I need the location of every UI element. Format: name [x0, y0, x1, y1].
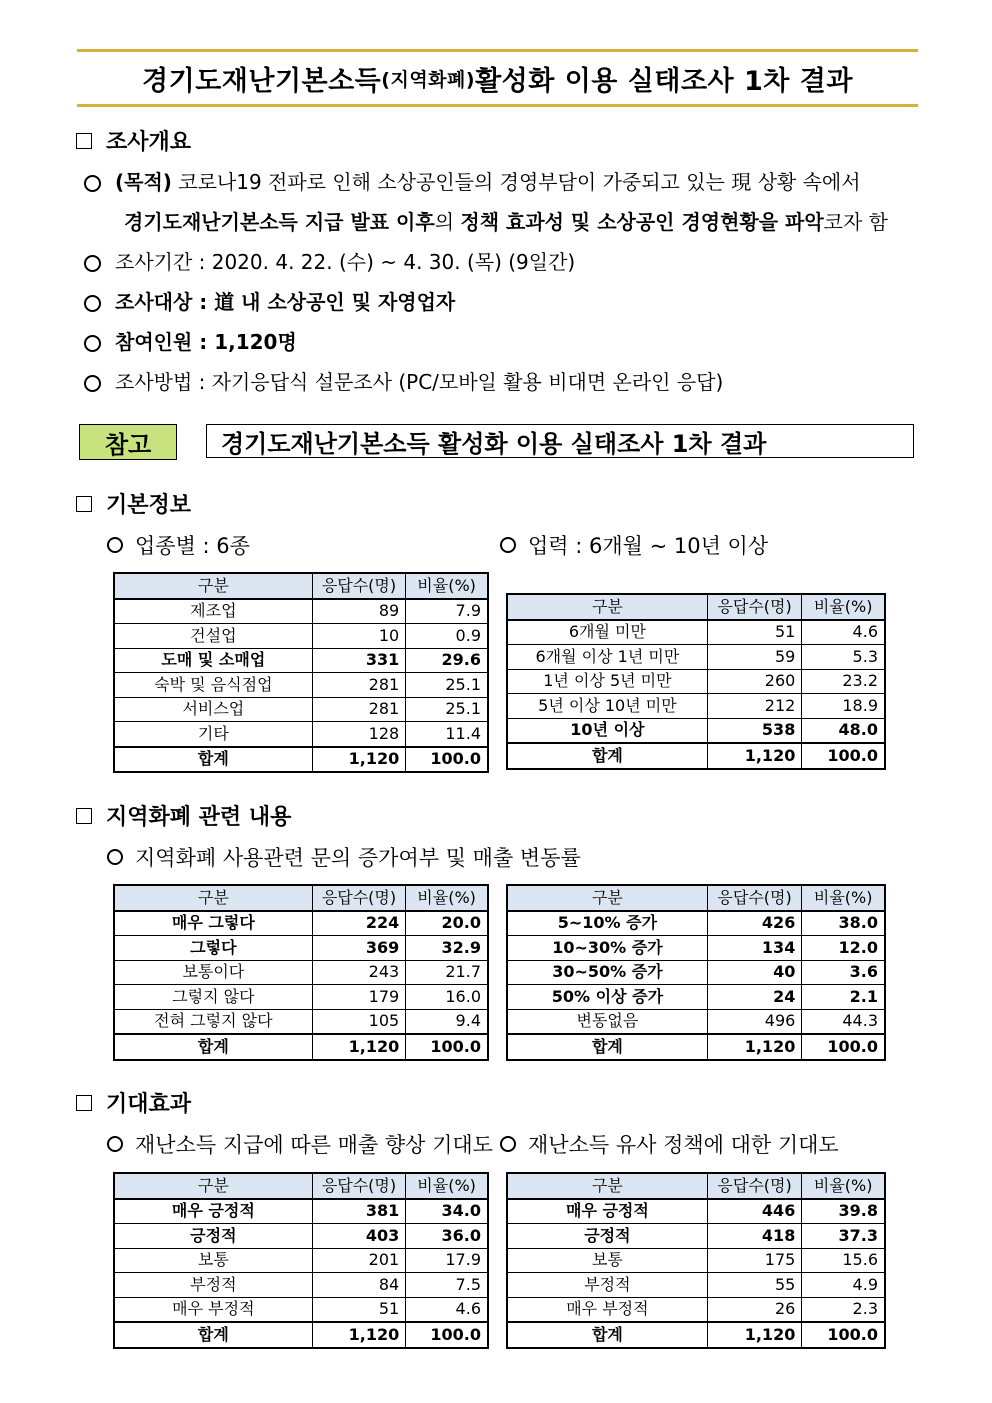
sales-change-table [506, 884, 886, 1061]
percent-cell: 17.9 [406, 1248, 488, 1273]
table-header-cell: 비율(%) [406, 885, 488, 911]
section-effect-heading [76, 1087, 191, 1118]
document-title [77, 49, 918, 107]
table-row [507, 1034, 885, 1060]
count-cell: 175 [707, 1248, 802, 1273]
table-header-row [114, 1173, 488, 1199]
count-cell: 1,120 [707, 743, 802, 769]
table-row [507, 620, 885, 645]
row-label-cell: 도매 및 소매업 [114, 648, 312, 673]
table-header-row [114, 573, 488, 599]
count-cell: 403 [312, 1224, 406, 1249]
circle-bullet-icon [500, 537, 516, 553]
count-cell: 51 [707, 620, 802, 645]
table-row [114, 747, 488, 773]
row-label-cell: 그렇다 [114, 936, 312, 961]
table-header-cell: 응답수(명) [312, 573, 406, 599]
basic-sub-right-text: 업력 : 6개월 ~ 10년 이상 [528, 534, 769, 558]
percent-cell: 38.0 [802, 911, 885, 936]
row-label-cell: 매우 긍정적 [507, 1199, 707, 1224]
currency-sub-text: 지역화폐 사용관련 문의 증가여부 및 매출 변동률 [135, 846, 581, 870]
purpose-text-2c: 정책 효과성 및 소상공인 경영현황을 파악 [460, 210, 824, 234]
count-cell: 381 [312, 1199, 406, 1224]
checkbox-square-icon [76, 1095, 92, 1111]
table-header-cell: 응답수(명) [312, 1173, 406, 1199]
circle-bullet-icon [84, 375, 101, 392]
table-row [507, 694, 885, 719]
effect-sub-right-text: 재난소득 유사 정책에 대한 기대도 [528, 1133, 839, 1157]
row-label-cell: 기타 [114, 722, 312, 747]
percent-cell: 100.0 [802, 1322, 885, 1348]
table-row [114, 648, 488, 673]
participants-line [84, 326, 297, 355]
table-row [507, 1248, 885, 1273]
title-paren: (지역화폐) [381, 68, 476, 91]
row-label-cell: 합계 [507, 743, 707, 769]
percent-cell: 3.6 [802, 960, 885, 985]
row-label-cell: 매우 부정적 [507, 1297, 707, 1322]
count-cell: 128 [312, 722, 406, 747]
percent-cell: 2.3 [802, 1297, 885, 1322]
table-header-cell: 비율(%) [406, 573, 488, 599]
percent-cell: 5.3 [802, 645, 885, 670]
section-currency-heading [76, 800, 291, 831]
method-line [84, 366, 723, 395]
percent-cell: 21.7 [406, 960, 488, 985]
row-label-cell: 합계 [114, 1322, 312, 1348]
count-cell: 496 [707, 1009, 802, 1034]
row-label-cell: 6개월 이상 1년 미만 [507, 645, 707, 670]
table-row [114, 911, 488, 936]
count-cell: 1,120 [312, 1322, 406, 1348]
percent-cell: 100.0 [406, 1034, 488, 1060]
table-row [114, 1009, 488, 1034]
row-label-cell: 변동없음 [507, 1009, 707, 1034]
table-header-cell: 응답수(명) [312, 885, 406, 911]
row-label-cell: 보통이다 [114, 960, 312, 985]
count-cell: 1,120 [312, 747, 406, 773]
row-label-cell: 긍정적 [507, 1224, 707, 1249]
table-header-cell: 구분 [114, 885, 312, 911]
count-cell: 84 [312, 1273, 406, 1298]
expect-policy-table [506, 1172, 886, 1349]
career-table [506, 593, 886, 770]
table-header-cell: 응답수(명) [707, 885, 802, 911]
percent-cell: 48.0 [802, 718, 885, 743]
purpose-text-2a: 경기도재난기본소득 지급 발표 이후 [124, 210, 435, 234]
row-label-cell: 10년 이상 [507, 718, 707, 743]
table-row [114, 1322, 488, 1348]
count-cell: 281 [312, 673, 406, 698]
count-cell: 134 [707, 936, 802, 961]
count-cell: 59 [707, 645, 802, 670]
table-row [507, 669, 885, 694]
table-row [507, 1297, 885, 1322]
count-cell: 426 [707, 911, 802, 936]
table-row [507, 1322, 885, 1348]
purpose-text-2b: 의 [434, 210, 461, 234]
table-row [114, 936, 488, 961]
count-cell: 105 [312, 1009, 406, 1034]
percent-cell: 7.5 [406, 1273, 488, 1298]
count-cell: 1,120 [707, 1322, 802, 1348]
percent-cell: 29.6 [406, 648, 488, 673]
period-text: 조사기간 : 2020. 4. 22. (수) ~ 4. 30. (목) (9일간) [115, 250, 576, 274]
table-header-cell: 구분 [507, 1173, 707, 1199]
table-row [114, 722, 488, 747]
count-cell: 331 [312, 648, 406, 673]
purpose-text-1: 코로나19 전파로 인해 소상공인들의 경영부담이 가중되고 있는 現 상황 속에서 [171, 170, 861, 194]
effect-sub-left [107, 1129, 493, 1159]
circle-bullet-icon [107, 537, 123, 553]
table-header-row [507, 885, 885, 911]
purpose-line-1 [84, 166, 861, 195]
count-cell: 26 [707, 1297, 802, 1322]
basic-sub-left-text: 업종별 : 6종 [135, 534, 250, 558]
table-header-cell: 구분 [114, 573, 312, 599]
percent-cell: 16.0 [406, 985, 488, 1010]
percent-cell: 11.4 [406, 722, 488, 747]
count-cell: 260 [707, 669, 802, 694]
purpose-label: (목적) [115, 170, 172, 194]
percent-cell: 34.0 [406, 1199, 488, 1224]
percent-cell: 39.8 [802, 1199, 885, 1224]
percent-cell: 100.0 [802, 1034, 885, 1060]
title-main: 경기도재난기본소득 [142, 65, 382, 97]
target-text: 조사대상 : 道 내 소상공인 및 자영업자 [115, 290, 456, 314]
percent-cell: 0.9 [406, 624, 488, 649]
table-row [507, 936, 885, 961]
table-row [114, 1034, 488, 1060]
count-cell: 418 [707, 1224, 802, 1249]
reference-tag: 참고 [79, 424, 177, 460]
count-cell: 51 [312, 1297, 406, 1322]
table-row [507, 718, 885, 743]
basic-sub-right [500, 530, 768, 560]
table-header-cell: 비율(%) [802, 885, 885, 911]
checkbox-square-icon [76, 808, 92, 824]
table-row [114, 1248, 488, 1273]
expect-sales-table [113, 1172, 489, 1349]
row-label-cell: 매우 부정적 [114, 1297, 312, 1322]
table-row [114, 624, 488, 649]
basic-heading-text: 기본정보 [106, 493, 192, 518]
row-label-cell: 5~10% 증가 [507, 911, 707, 936]
count-cell: 281 [312, 697, 406, 722]
percent-cell: 18.9 [802, 694, 885, 719]
count-cell: 201 [312, 1248, 406, 1273]
percent-cell: 37.3 [802, 1224, 885, 1249]
title-rest: 활성화 이용 실태조사 1차 결과 [475, 65, 853, 97]
percent-cell: 2.1 [802, 985, 885, 1010]
period-line [84, 246, 575, 275]
table-row [114, 697, 488, 722]
participants-text: 참여인원 : 1,120명 [115, 330, 297, 354]
row-label-cell: 합계 [507, 1322, 707, 1348]
table-header-cell: 구분 [507, 885, 707, 911]
row-label-cell: 합계 [114, 747, 312, 773]
table-row [507, 1009, 885, 1034]
row-label-cell: 그렇지 않다 [114, 985, 312, 1010]
row-label-cell: 50% 이상 증가 [507, 985, 707, 1010]
percent-cell: 20.0 [406, 911, 488, 936]
percent-cell: 7.9 [406, 599, 488, 624]
row-label-cell: 6개월 미만 [507, 620, 707, 645]
circle-bullet-icon [107, 1136, 123, 1152]
percent-cell: 4.6 [406, 1297, 488, 1322]
table-header-cell: 구분 [507, 594, 707, 620]
table-row [507, 911, 885, 936]
count-cell: 446 [707, 1199, 802, 1224]
table-header-cell: 응답수(명) [707, 1173, 802, 1199]
table-header-cell: 구분 [114, 1173, 312, 1199]
table-row [114, 1224, 488, 1249]
table-row [114, 1273, 488, 1298]
circle-bullet-icon [84, 175, 101, 192]
table-header-cell: 비율(%) [802, 1173, 885, 1199]
percent-cell: 36.0 [406, 1224, 488, 1249]
row-label-cell: 보통 [114, 1248, 312, 1273]
table-header-row [507, 594, 885, 620]
row-label-cell: 긍정적 [114, 1224, 312, 1249]
section-overview-heading [76, 125, 191, 156]
row-label-cell: 합계 [114, 1034, 312, 1060]
row-label-cell: 건설업 [114, 624, 312, 649]
inquiry-table [113, 884, 489, 1061]
purpose-line-2 [124, 206, 888, 235]
circle-bullet-icon [84, 335, 101, 352]
effect-sub-right [500, 1129, 839, 1159]
basic-sub-left [107, 530, 250, 560]
circle-bullet-icon [500, 1136, 516, 1152]
row-label-cell: 10~30% 증가 [507, 936, 707, 961]
table-row [114, 1297, 488, 1322]
circle-bullet-icon [107, 849, 123, 865]
row-label-cell: 부정적 [507, 1273, 707, 1298]
currency-heading-text: 지역화폐 관련 내용 [106, 805, 292, 830]
count-cell: 1,120 [707, 1034, 802, 1060]
effect-sub-left-text: 재난소득 지급에 따른 매출 향상 기대도 [135, 1133, 493, 1157]
checkbox-square-icon [76, 133, 92, 149]
percent-cell: 100.0 [802, 743, 885, 769]
count-cell: 179 [312, 985, 406, 1010]
percent-cell: 9.4 [406, 1009, 488, 1034]
table-header-cell: 비율(%) [406, 1173, 488, 1199]
row-label-cell: 1년 이상 5년 미만 [507, 669, 707, 694]
table-row [507, 960, 885, 985]
percent-cell: 25.1 [406, 673, 488, 698]
checkbox-square-icon [76, 496, 92, 512]
overview-heading-text: 조사개요 [106, 130, 192, 155]
count-cell: 24 [707, 985, 802, 1010]
table-row [114, 673, 488, 698]
row-label-cell: 보통 [507, 1248, 707, 1273]
table-row [507, 1273, 885, 1298]
count-cell: 55 [707, 1273, 802, 1298]
purpose-text-2d: 코자 함 [823, 210, 888, 234]
percent-cell: 44.3 [802, 1009, 885, 1034]
row-label-cell: 매우 긍정적 [114, 1199, 312, 1224]
table-header-cell: 응답수(명) [707, 594, 802, 620]
target-line [84, 286, 455, 315]
row-label-cell: 합계 [507, 1034, 707, 1060]
percent-cell: 23.2 [802, 669, 885, 694]
table-row [114, 985, 488, 1010]
count-cell: 224 [312, 911, 406, 936]
count-cell: 1,120 [312, 1034, 406, 1060]
table-row [507, 1199, 885, 1224]
table-row [114, 599, 488, 624]
section-basic-heading [76, 488, 191, 519]
count-cell: 89 [312, 599, 406, 624]
count-cell: 40 [707, 960, 802, 985]
count-cell: 538 [707, 718, 802, 743]
method-text: 조사방법 : 자기응답식 설문조사 (PC/모바일 활용 비대면 온라인 응답) [115, 370, 724, 394]
row-label-cell: 매우 그렇다 [114, 911, 312, 936]
row-label-cell: 전혀 그렇지 않다 [114, 1009, 312, 1034]
row-label-cell: 서비스업 [114, 697, 312, 722]
percent-cell: 25.1 [406, 697, 488, 722]
reference-title: 경기도재난기본소득 활성화 이용 실태조사 1차 결과 [206, 424, 914, 458]
table-header-row [507, 1173, 885, 1199]
percent-cell: 15.6 [802, 1248, 885, 1273]
count-cell: 212 [707, 694, 802, 719]
percent-cell: 12.0 [802, 936, 885, 961]
row-label-cell: 5년 이상 10년 미만 [507, 694, 707, 719]
table-row [507, 1224, 885, 1249]
percent-cell: 4.9 [802, 1273, 885, 1298]
table-header-row [114, 885, 488, 911]
table-row [114, 960, 488, 985]
table-row [114, 1199, 488, 1224]
row-label-cell: 숙박 및 음식점업 [114, 673, 312, 698]
count-cell: 243 [312, 960, 406, 985]
percent-cell: 4.6 [802, 620, 885, 645]
table-row [507, 985, 885, 1010]
industry-table [113, 572, 489, 773]
table-row [507, 645, 885, 670]
percent-cell: 100.0 [406, 747, 488, 773]
percent-cell: 100.0 [406, 1322, 488, 1348]
currency-sub [107, 842, 581, 872]
count-cell: 369 [312, 936, 406, 961]
row-label-cell: 부정적 [114, 1273, 312, 1298]
effect-heading-text: 기대효과 [106, 1092, 192, 1117]
count-cell: 10 [312, 624, 406, 649]
row-label-cell: 30~50% 증가 [507, 960, 707, 985]
circle-bullet-icon [84, 255, 101, 272]
table-header-cell: 비율(%) [802, 594, 885, 620]
percent-cell: 32.9 [406, 936, 488, 961]
circle-bullet-icon [84, 295, 101, 312]
table-row [507, 743, 885, 769]
row-label-cell: 제조업 [114, 599, 312, 624]
